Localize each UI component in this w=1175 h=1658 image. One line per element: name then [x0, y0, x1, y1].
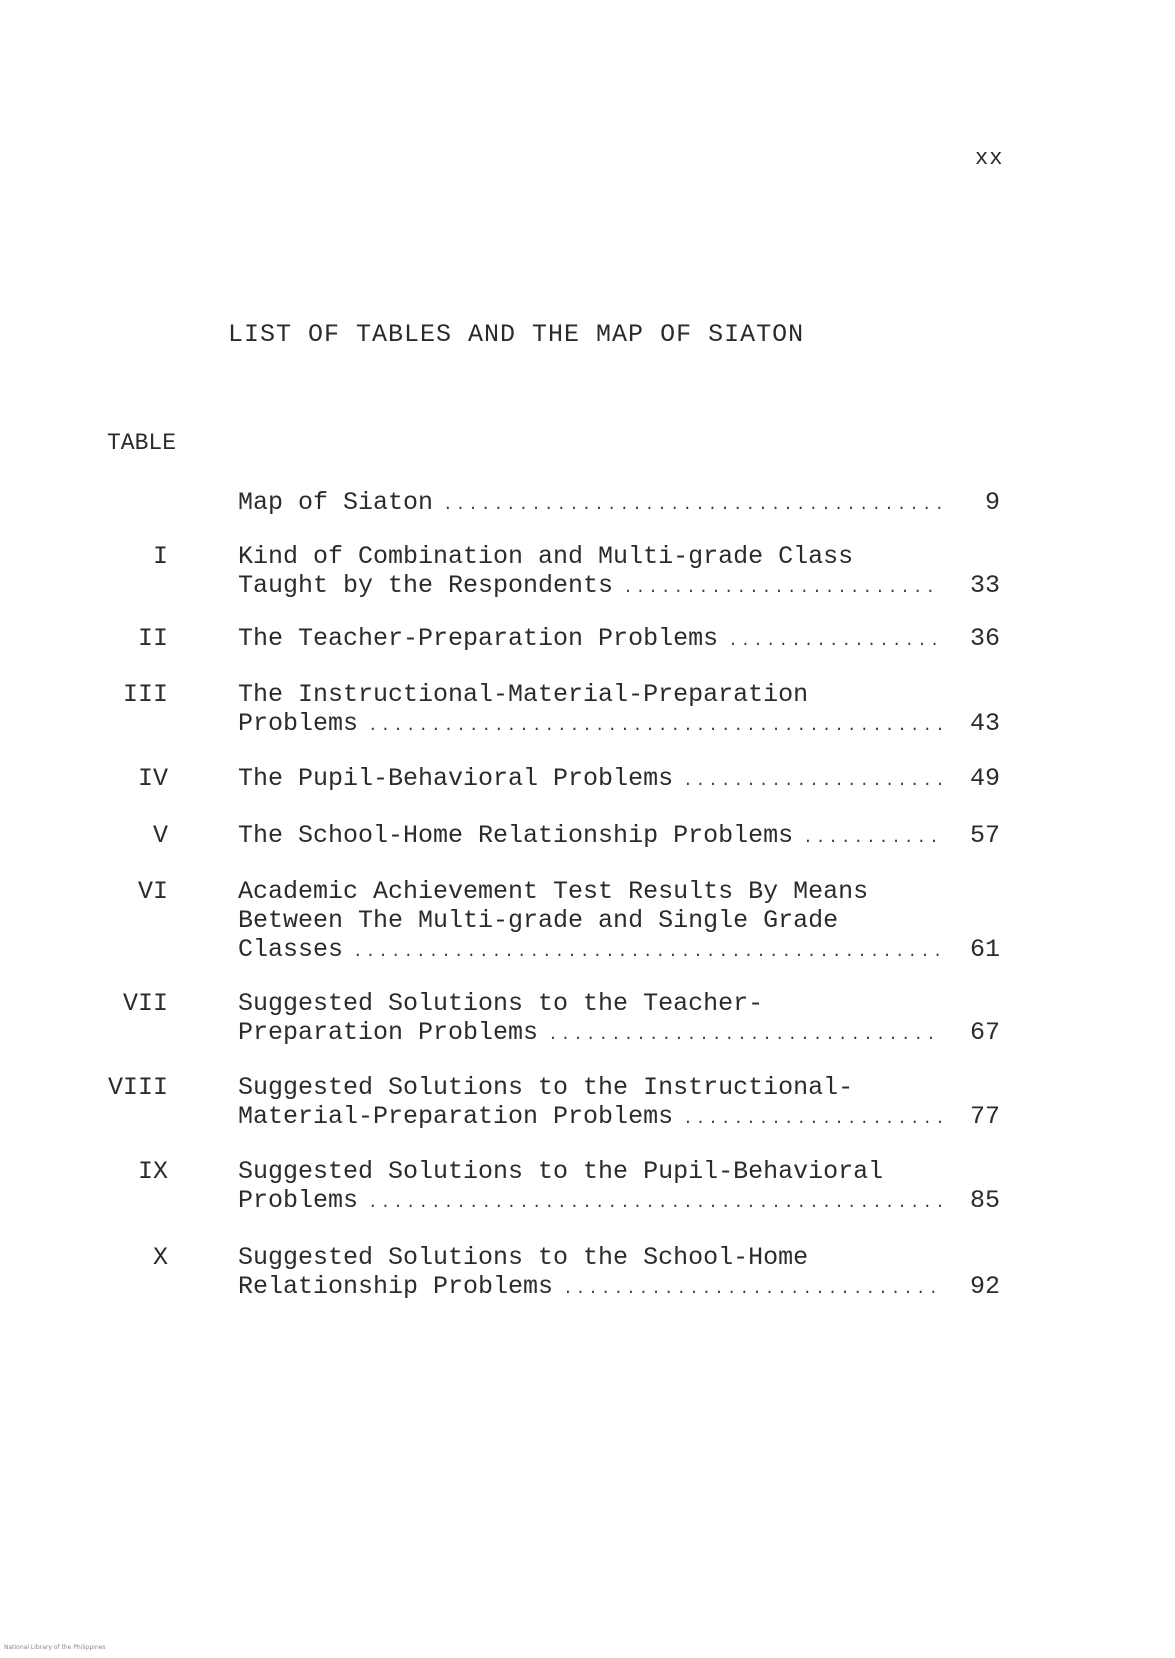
- page-reference: 33: [969, 571, 1000, 600]
- page-reference: 9: [984, 488, 1000, 517]
- dot-leader: [368, 712, 942, 741]
- dot-leader: [353, 938, 942, 967]
- list-item: [0, 624, 1175, 680]
- entry-content: [238, 624, 1000, 656]
- table-numeral: II: [137, 624, 168, 653]
- list-item: [0, 1073, 1175, 1157]
- page-reference: 77: [969, 1102, 1000, 1131]
- list-item: [0, 680, 1175, 764]
- table-numeral: I: [152, 542, 168, 571]
- entry-title-line: Taught by the Respondents: [238, 571, 614, 600]
- page-reference: 61: [969, 935, 1000, 964]
- entry-content: [238, 1157, 1000, 1218]
- list-item: [0, 989, 1175, 1073]
- table-numeral: V: [152, 821, 168, 850]
- list-item: [0, 488, 1175, 542]
- page-title: LIST OF TABLES AND THE MAP OF SIATON: [228, 320, 805, 349]
- entry-title-line: The School-Home Relationship Problems: [238, 821, 794, 850]
- dot-leader: [368, 1189, 942, 1218]
- entry-title-line: Problems: [238, 709, 359, 738]
- entry-title-line: Problems: [238, 1186, 359, 1215]
- entry-title-line: Preparation Problems: [238, 1018, 539, 1047]
- dot-leader: [683, 767, 942, 796]
- list-item: [0, 877, 1175, 989]
- table-numeral: III: [122, 680, 168, 709]
- list-item: [0, 1243, 1175, 1303]
- page-reference: 36: [969, 624, 1000, 653]
- entry-title-line: Academic Achievement Test Results By Means: [238, 877, 869, 906]
- page-reference: 43: [969, 709, 1000, 738]
- entry-title-line: Classes: [238, 935, 344, 964]
- entry-content: [238, 989, 1000, 1050]
- dot-leader: [803, 824, 942, 853]
- page-reference: 92: [969, 1272, 1000, 1301]
- dot-leader: [563, 1275, 942, 1304]
- entry-title-line: The Instructional-Material-Preparation: [238, 680, 809, 709]
- list-item: [0, 764, 1175, 821]
- entry-title-line: Suggested Solutions to the School-Home: [238, 1243, 809, 1272]
- entry-title-line: Between The Multi-grade and Single Grade: [238, 906, 839, 935]
- entry-title-line: The Teacher-Preparation Problems: [238, 624, 719, 653]
- list-item: [0, 542, 1175, 624]
- table-numeral: IX: [137, 1157, 168, 1186]
- entry-title-line: Material-Preparation Problems: [238, 1102, 674, 1131]
- dot-leader: [683, 1105, 942, 1134]
- table-list: [0, 488, 1175, 1303]
- entry-title-line: Map of Siaton: [238, 488, 434, 517]
- table-numeral: VII: [122, 989, 168, 1018]
- table-numeral: VI: [137, 877, 168, 906]
- entry-content: [238, 1243, 1000, 1304]
- entry-content: [238, 821, 1000, 853]
- scan-footer: National Library of the Philippines: [4, 1644, 106, 1651]
- entry-content: [238, 680, 1000, 741]
- entry-title-line: Kind of Combination and Multi-grade Class: [238, 542, 854, 571]
- table-column-heading: TABLE: [107, 430, 177, 456]
- page-reference: 57: [969, 821, 1000, 850]
- entry-title-line: Relationship Problems: [238, 1272, 554, 1301]
- dot-leader: [548, 1021, 942, 1050]
- entry-content: [238, 877, 1000, 967]
- list-item: [0, 821, 1175, 877]
- table-numeral: X: [152, 1243, 168, 1272]
- dot-leader: [728, 627, 942, 656]
- page-number: xx: [975, 146, 1004, 171]
- entry-content: [238, 488, 1000, 520]
- dot-leader: [443, 491, 942, 520]
- entry-content: [238, 542, 1000, 603]
- list-item: [0, 1157, 1175, 1243]
- entry-content: [238, 764, 1000, 796]
- entry-content: [238, 1073, 1000, 1134]
- page-reference: 49: [969, 764, 1000, 793]
- entry-title-line: Suggested Solutions to the Instructional-: [238, 1073, 854, 1102]
- entry-title-line: The Pupil-Behavioral Problems: [238, 764, 674, 793]
- entry-title-line: Suggested Solutions to the Pupil-Behavioral: [238, 1157, 884, 1186]
- page-reference: 67: [969, 1018, 1000, 1047]
- page-reference: 85: [969, 1186, 1000, 1215]
- entry-title-line: Suggested Solutions to the Teacher-: [238, 989, 764, 1018]
- table-numeral: VIII: [107, 1073, 168, 1102]
- dot-leader: [623, 574, 942, 603]
- table-numeral: IV: [137, 764, 168, 793]
